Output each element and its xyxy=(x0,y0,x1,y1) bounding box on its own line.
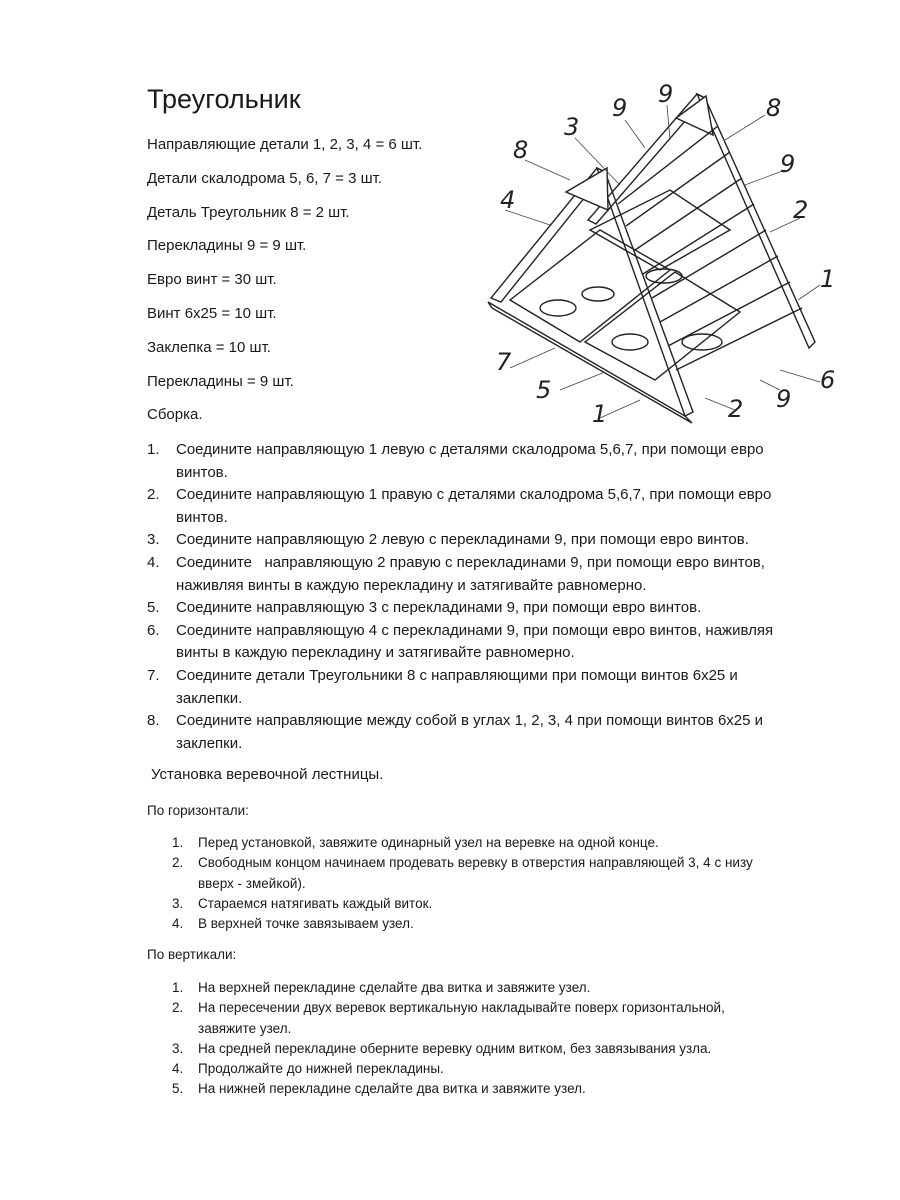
step-number: 6. xyxy=(147,621,160,639)
callout-label: 9 xyxy=(658,80,674,108)
step-text: Соедините направляющую 1 левую с деталями скалодрома 5,6,7, при помощи евро винтов. xyxy=(176,441,764,481)
climbing-hold xyxy=(612,334,648,350)
list-item xyxy=(147,484,807,529)
step-text: Свободным концом начинаем продевать веревку в отверстия направляющей 3, 4 с низу вверх - змейкой). xyxy=(198,855,753,891)
rung xyxy=(618,126,718,204)
step-text: Соедините направляющую 2 правую с перекладинами 9, при помощи евро винтов, наживляя винты в каждую перекладину и затягивайте равномерно. xyxy=(176,553,770,594)
callout-label: 1 xyxy=(592,400,608,428)
list-item xyxy=(147,552,807,597)
step-text: На верхней перекладине сделайте два витка и завяжите узел. xyxy=(198,980,591,995)
parts-list-item: Деталь Треугольник 8 = 2 шт. xyxy=(147,203,350,221)
triangle-assembly-diagram xyxy=(480,80,880,440)
callout-label: 2 xyxy=(728,395,744,423)
callout-label: 9 xyxy=(776,385,792,413)
callout-label: 4 xyxy=(500,186,516,214)
step-text: Стараемся натягивать каждый виток. xyxy=(198,895,433,911)
rung xyxy=(635,178,742,250)
step-text: Соедините направляющие между собой в углах 1, 2, 3, 4 при помощи винтов 6х25 и заклепки. xyxy=(176,712,764,752)
callout-label: 6 xyxy=(820,366,836,394)
callout-label: 9 xyxy=(780,150,796,178)
list-item xyxy=(147,665,807,710)
callout-label: 7 xyxy=(496,348,512,376)
step-number: 2. xyxy=(172,1000,184,1016)
callout-label: 2 xyxy=(793,196,809,224)
step-text: Перед установкой, завяжите одинарный узел на веревке на одной конце. xyxy=(198,835,659,850)
step-number: 5. xyxy=(147,599,160,617)
step-number: 2. xyxy=(172,855,184,871)
step-text: Продолжайте до нижней перекладины. xyxy=(198,1061,444,1077)
list-item xyxy=(147,620,807,665)
climbing-hold xyxy=(540,300,576,316)
assembly-steps xyxy=(147,439,807,755)
callout-label: 8 xyxy=(766,94,782,122)
step-number: 1. xyxy=(172,980,184,995)
step-text: На нижней перекладине сделайте два витка и завяжите узел. xyxy=(198,1081,586,1097)
page-title: Треугольник xyxy=(147,84,301,114)
front-bottom-rail xyxy=(488,302,692,423)
rung xyxy=(626,152,730,226)
vertical-steps xyxy=(172,978,772,1100)
callout-label: 3 xyxy=(564,113,580,141)
step-text: Соедините направляющую 1 правую с деталями скалодрома 5,6,7, при помощи евро винтов. xyxy=(176,486,772,526)
rope-ladder-heading: Установка веревочной лестницы. xyxy=(151,766,384,783)
list-item xyxy=(147,439,807,484)
step-number: 5. xyxy=(172,1081,184,1097)
callout-label: 9 xyxy=(612,94,628,122)
parts-list-item: Направляющие детали 1, 2, 3, 4 = 6 шт. xyxy=(147,136,423,153)
step-number: 3. xyxy=(147,531,160,549)
horizontal-steps xyxy=(172,833,772,934)
step-number: 3. xyxy=(172,895,184,911)
step-number: 4. xyxy=(172,1061,184,1077)
rung xyxy=(676,308,802,370)
step-text: Соедините направляющую 3 с перекладинами 9, при помощи евро винтов. xyxy=(176,599,702,617)
step-number: 2. xyxy=(147,486,160,504)
list-item xyxy=(147,529,807,552)
list-item xyxy=(172,1059,772,1079)
step-text: Соедините направляющую 4 с перекладинами 9, при помощи евро винтов, наживляя винты в каждую перекладину и затягивайте равномерно. xyxy=(176,621,774,662)
list-item xyxy=(172,894,772,914)
climbing-hold xyxy=(582,287,614,301)
step-text: На пересечении двух веревок вертикальную накладывайте поверх горизонтальной, завяжите узел. xyxy=(198,1000,725,1036)
step-number: 3. xyxy=(172,1040,184,1056)
step-number: 1. xyxy=(172,835,184,850)
parts-list-item: Перекладины = 9 шт. xyxy=(147,372,294,390)
step-number: 4. xyxy=(147,553,160,571)
list-item xyxy=(172,1039,772,1059)
list-item xyxy=(172,914,772,934)
parts-list-item: Винт 6х25 = 10 шт. xyxy=(147,304,277,322)
step-text: Соедините направляющую 2 левую с перекладинами 9, при помощи евро винтов. xyxy=(176,531,749,549)
parts-list-item: Заклепка = 10 шт. xyxy=(147,338,271,356)
horizontal-heading: По горизонтали: xyxy=(147,803,249,818)
list-item xyxy=(172,998,772,1039)
rung xyxy=(660,256,778,322)
list-item xyxy=(147,710,807,755)
list-item xyxy=(147,597,807,620)
list-item xyxy=(172,853,772,894)
callout-label: 1 xyxy=(820,265,836,293)
back-triangle-bracket xyxy=(676,96,713,135)
callout-label: 8 xyxy=(513,136,529,164)
vertical-heading: По вертикали: xyxy=(147,947,237,962)
step-number: 1. xyxy=(147,441,160,458)
list-item xyxy=(172,1079,772,1099)
list-item xyxy=(172,833,772,853)
step-number: 8. xyxy=(147,712,160,730)
parts-list-item: Детали скалодрома 5, 6, 7 = 3 шт. xyxy=(147,169,382,187)
step-text: Соедините детали Треугольники 8 с направляющими при помощи винтов 6х25 и заклепки. xyxy=(176,666,738,707)
parts-list-item: Евро винт = 30 шт. xyxy=(147,271,277,289)
parts-list-item: Перекладины 9 = 9 шт. xyxy=(147,237,307,255)
step-number: 4. xyxy=(172,916,184,932)
step-number: 7. xyxy=(147,666,160,684)
callout-label: 5 xyxy=(536,376,552,404)
step-text: На средней перекладине оберните веревку одним витком, без завязывания узла. xyxy=(198,1040,712,1056)
assembly-heading: Сборка. xyxy=(147,406,203,424)
parts-list xyxy=(147,135,422,439)
list-item xyxy=(172,978,772,998)
step-text: В верхней точке завязываем узел. xyxy=(198,916,414,932)
